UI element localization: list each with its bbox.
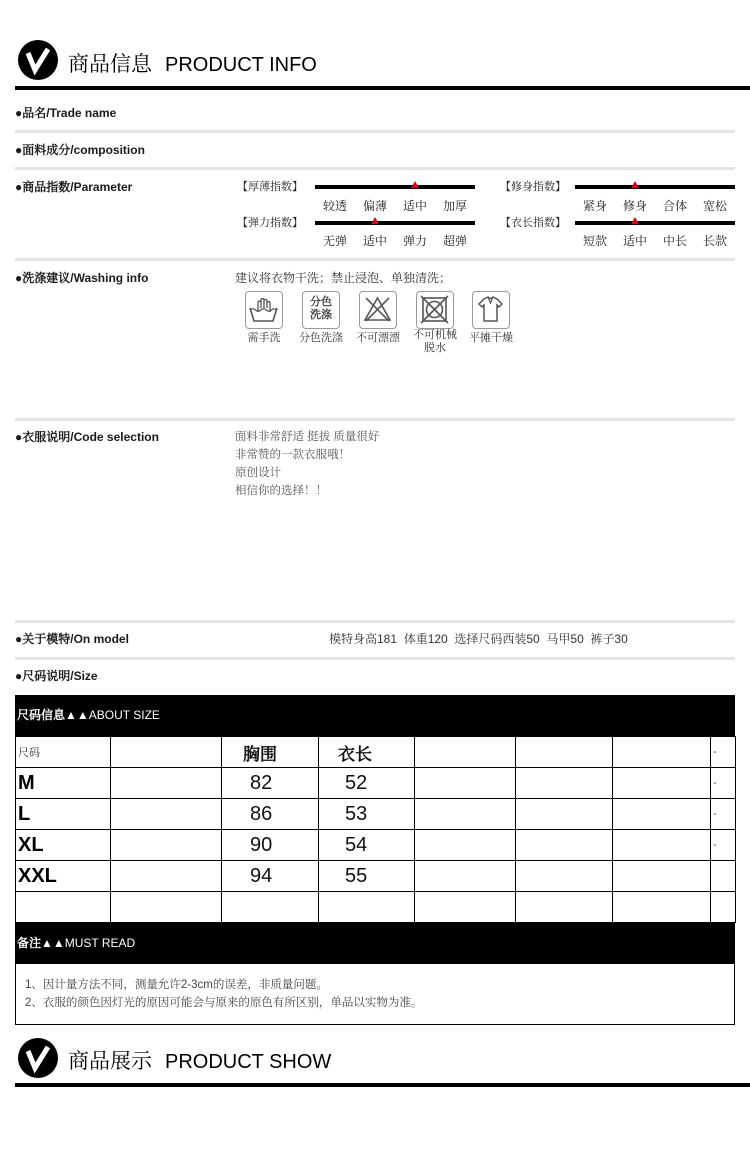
elasticity-option: 适中 [362, 234, 387, 248]
thickness-scale-bar [315, 185, 475, 189]
thickness-option: 偏薄 [362, 199, 387, 213]
length-option: 中长 [662, 234, 687, 248]
fit-option: 修身 [622, 199, 647, 213]
code-selection-description [235, 428, 379, 500]
product-info-divider [15, 86, 750, 90]
fit-option: 合体 [662, 199, 687, 213]
length-index-label: 【衣长指数】 [500, 217, 566, 229]
on-model-label: ●关于模特/On model [15, 632, 129, 646]
elasticity-options [315, 234, 475, 248]
product-show-heading-cn: 商品展示 [68, 1050, 152, 1073]
empty-cell [111, 768, 222, 799]
empty-cell [415, 892, 516, 923]
dry-flat-label: 平摊干燥 [469, 332, 513, 344]
separate-wash-icon [302, 291, 340, 329]
parameter-label: ●商品指数/Parameter [15, 180, 133, 194]
length-cell: 53 [319, 799, 415, 830]
length-marker-icon [631, 217, 639, 224]
length-options [575, 234, 735, 248]
separate-wash-icon-text: 分色 [310, 296, 332, 308]
length-option: 短款 [582, 234, 607, 248]
chest-cell: 90 [222, 830, 319, 861]
product-show-heading [68, 1047, 331, 1077]
chest-cell: 82 [222, 768, 319, 799]
empty-cell [613, 768, 711, 799]
size-column-header: 尺码 [16, 737, 111, 768]
empty-cell [222, 892, 319, 923]
notes-title-bar [15, 922, 735, 964]
product-show-divider [15, 1083, 750, 1087]
no-tumble-dry-label [405, 329, 465, 355]
empty-cell [111, 861, 222, 892]
size-table-title-cn: 尺码信息 [17, 708, 66, 722]
size-table-row [16, 830, 736, 861]
empty-cell [711, 892, 736, 923]
thickness-marker-icon [411, 181, 419, 188]
note-line: 1、因计量方法不同，测量允许2-3cm的误差，非质量问题。 [25, 979, 328, 991]
section-separator [15, 620, 735, 623]
mark-cell: - [711, 799, 736, 830]
thickness-option: 较透 [322, 199, 347, 213]
description-line: 面料非常舒适 挺拔 质量很好 [235, 431, 380, 443]
empty-cell [516, 830, 613, 861]
empty-cell [613, 830, 711, 861]
empty-cell [415, 799, 516, 830]
empty-cell [415, 830, 516, 861]
chest-cell: 86 [222, 799, 319, 830]
no-tumble-dry-label-line: 不可机械 [413, 329, 457, 341]
brand-logo-icon [17, 1037, 59, 1079]
elasticity-index-label: 【弹力指数】 [237, 217, 303, 229]
washing-advice-text: 建议将衣物干洗；禁止浸泡、单独清洗； [235, 271, 452, 285]
length-option: 长款 [702, 234, 727, 248]
chest-column-header: 胸围 [222, 737, 319, 768]
empty-cell [516, 737, 613, 768]
empty-cell [516, 892, 613, 923]
size-table-title-bar [15, 695, 735, 736]
elasticity-option: 无弹 [322, 234, 347, 248]
description-line: 非常赞的一款衣服哦！ [235, 449, 350, 461]
fit-index-label: 【修身指数】 [500, 181, 566, 193]
size-table-row [16, 799, 736, 830]
separate-wash-icon-text: 洗涤 [310, 309, 332, 321]
thickness-index-label: 【厚薄指数】 [237, 181, 303, 193]
empty-cell [319, 892, 415, 923]
brand-logo-icon [17, 39, 59, 81]
thickness-options [315, 199, 475, 213]
product-info-heading-en: PRODUCT INFO [165, 54, 317, 76]
empty-cell [111, 737, 222, 768]
elasticity-marker-icon [371, 217, 379, 224]
notes-box [15, 964, 735, 1025]
trade-name-label: ●品名/Trade name [15, 106, 117, 120]
length-cell: 55 [319, 861, 415, 892]
empty-cell [16, 892, 111, 923]
empty-cell [111, 799, 222, 830]
elasticity-option: 弹力 [402, 234, 427, 248]
size-label: ●尺码说明/Size [15, 669, 98, 683]
product-info-heading [68, 50, 317, 80]
fit-options [575, 199, 735, 213]
thickness-option: 适中 [402, 199, 427, 213]
empty-cell [613, 861, 711, 892]
fit-option: 宽松 [702, 199, 727, 213]
length-column-header: 衣长 [319, 737, 415, 768]
empty-cell [415, 768, 516, 799]
empty-cell [516, 799, 613, 830]
section-separator [15, 657, 735, 660]
length-option: 适中 [622, 234, 647, 248]
no-bleach-icon [359, 291, 397, 329]
hand-wash-icon [245, 291, 283, 329]
section-separator [15, 130, 735, 133]
length-scale-bar [575, 221, 735, 225]
fit-marker-icon [631, 181, 639, 188]
empty-cell [111, 830, 222, 861]
fit-option: 紧身 [582, 199, 607, 213]
size-cell: M [16, 768, 111, 799]
washing-info-label: ●洗涤建议/Washing info [15, 271, 149, 285]
mark-cell: - [711, 830, 736, 861]
elasticity-scale-bar [315, 221, 475, 225]
composition-label: ●面料成分/composition [15, 143, 145, 157]
length-cell: 52 [319, 768, 415, 799]
notes-title-cn: 备注 [17, 936, 42, 950]
size-table-blank-row [16, 892, 736, 923]
size-table-row [16, 861, 736, 892]
no-tumble-dry-icon [416, 291, 454, 329]
mark-column-header: - [711, 737, 736, 768]
size-table [15, 736, 736, 923]
empty-cell [613, 737, 711, 768]
separate-wash-label: 分色洗涤 [299, 332, 343, 344]
code-selection-label: ●衣服说明/Code selection [15, 430, 159, 444]
size-table-row [16, 768, 736, 799]
empty-cell [613, 799, 711, 830]
dry-flat-icon [472, 291, 510, 329]
empty-cell [415, 861, 516, 892]
description-line: 原创设计 [235, 467, 281, 479]
size-table-header-row [16, 737, 736, 768]
empty-cell [415, 737, 516, 768]
no-bleach-label: 不可漂漂 [356, 332, 400, 344]
size-table-title-en: ▲▲ABOUT SIZE [65, 708, 160, 722]
section-separator [15, 418, 735, 421]
empty-cell [111, 892, 222, 923]
section-separator [15, 167, 735, 170]
size-cell: L [16, 799, 111, 830]
product-show-heading-en: PRODUCT SHOW [165, 1051, 332, 1073]
elasticity-option: 超弹 [442, 234, 467, 248]
size-cell: XXL [16, 861, 111, 892]
note-line: 2、衣服的颜色因灯光的原因可能会与原来的原色有所区别，单品以实物为准。 [25, 997, 423, 1009]
notes-title-en: ▲▲MUST READ [41, 936, 136, 950]
size-cell: XL [16, 830, 111, 861]
empty-cell [516, 861, 613, 892]
description-line: 相信你的选择！！ [235, 485, 327, 497]
empty-cell [613, 892, 711, 923]
thickness-option: 加厚 [442, 199, 467, 213]
mark-cell: - [711, 768, 736, 799]
mark-cell [711, 861, 736, 892]
section-separator [15, 258, 735, 261]
hand-wash-label: 需手洗 [247, 332, 281, 344]
product-info-heading-cn: 商品信息 [68, 53, 152, 76]
length-cell: 54 [319, 830, 415, 861]
no-tumble-dry-label-line: 脱水 [424, 342, 446, 354]
fit-scale-bar [575, 185, 735, 189]
on-model-text: 模特身高181 体重120 选择尺码西装50 马甲50 裤子30 [329, 632, 628, 646]
empty-cell [516, 768, 613, 799]
chest-cell: 94 [222, 861, 319, 892]
